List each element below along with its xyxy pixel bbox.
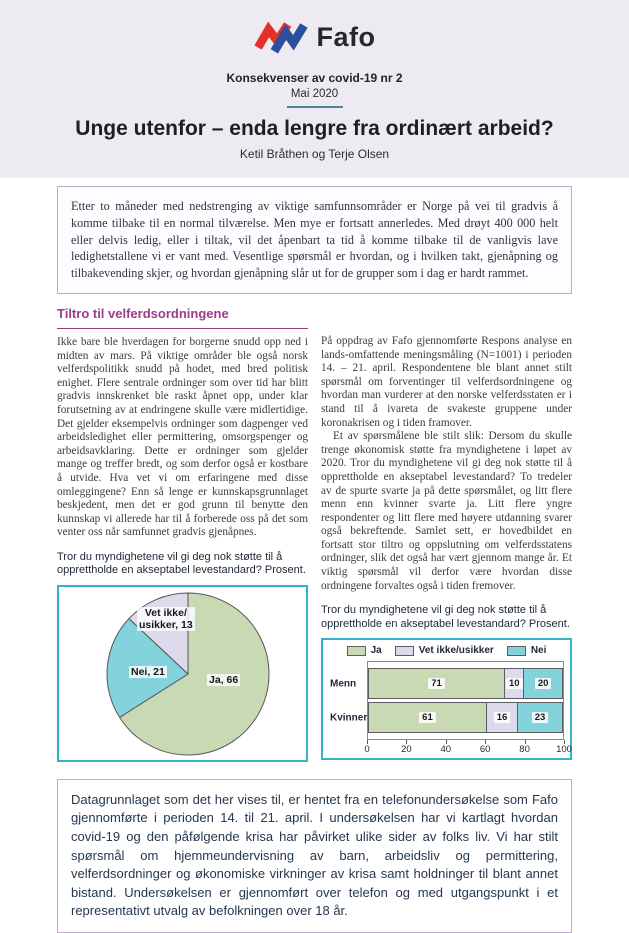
bar-chart-plot [330,661,564,740]
fafo-logo [0,15,629,59]
bar-segment-Ja [368,702,487,733]
bar-segment-Vet ikke/usikker [487,702,518,733]
intro-box [57,186,572,294]
bar-segment-Vet ikke/usikker [505,668,524,699]
bar-value-label: 71 [428,678,445,689]
bar-chart-x-axis [364,740,572,756]
left-paragraph: Ikke bare ble hverdagen for borgerne snudd opp ned i midten av mars. På viktige områder ble også norsk velferdspolitikk snudd på hodet, med bred politisk enighet. Flere sentrale ordninger som over tid har blitt gradvis innskrenket ble raskt åpnet opp, under klar forutsetning av at endringene skulle være midlertidige. Det gjelder eksempelvis ordninger som dagpenger ved arbeidsledighet eller permittering, omsorgspenger og arbeidsavklaring. Dette er ordninger som gjelder mange og treffer bredt, og som derfor også er kostbare å utvide. Hva vet vi om erfaringene med disse omleggingene? Enn så lenge er kunnskapsgrunnlaget beskjedent, men det er god grunn til benytte den kunnskap vi allerede har til å forberede oss på det som venter oss når samfunnet gradvis gjenåpnes. [57,335,308,539]
publication-date: Mai 2020 [290,88,339,100]
brand-name: Fafo [316,21,376,52]
legend-item-Vet ikke/usikker [395,645,494,656]
pie-chart [57,585,308,762]
series-title: Konsekvenser av covid-19 nr 2 [226,71,403,85]
bar-value-label: 20 [535,678,552,689]
bar-row-Kvinner [330,702,563,733]
category-label: Menn [330,678,357,690]
teal-rule [287,106,343,108]
legend-swatch [395,646,414,656]
bar-value-label: 23 [532,712,549,723]
legend-swatch [507,646,526,656]
bar-chart-area [330,661,572,756]
legend-label: Vet ikke/usikker [418,645,494,657]
bar-chart-legend [329,645,564,656]
section-heading: Tiltro til velferdsordningene [57,306,308,329]
authors: Ketil Bråthen og Terje Olsen [239,147,390,161]
intro-text: Etter to måneder med nedstrenging av viktige samfunnsområder er Norge på vei til gradvis å komme tilbake til en normal tilværelse. Men mye er fortsatt annerledes. Med drøyt 400 000 helt eller delvis ledig, eller i tiltak, vil det åpenbart ta tid å komme tilbake til de vanligvis lave ledighetstallene vi er vant med. Vesentlige spørsmål er hvordan, og i hvilken takt, gjenåpning og tilbakevending skjer, og hvordan gjenåpning slår ut for de grupper som i dag er hardt rammet. [71,199,558,281]
pie-label-Vet ikke/usikker: Vet ikke/ usikker, 13 [139,606,193,631]
bar-segment-Nei [518,702,563,733]
category-label: Kvinner [330,712,368,724]
right-paragraph-2: Et av spørsmålene ble stilt slik: Dersom du skulle trenge økonomisk støtte fra myndighetene i løpet av 2020. Tror du myndighetene vil gi deg nok støtte til å opprettholde en akseptabel levestandard? To tredeler av de spurte svarte ja på dette spørsmålet, og litt flere menn enn kvinner svarte ja. Litt flere yngre respondenter og litt flere med høyere utdanning svarer også bekreftende. Samlet sett, er hovedbildet en fortsatt stor tiltro og oppslutning om velferdsstatens ordninger, slik det også har vært gjennom mange år. Et viktig spørsmål vil derfor være hvordan disse ordningene forvaltes også i tiden fremover. [321,430,572,592]
page-content [0,186,629,933]
fafo-logo-icon [254,16,308,58]
bar-value-label: 16 [494,712,511,723]
legend-item-Ja [347,645,382,656]
legend-label: Ja [370,645,382,657]
pie-label-Nei: Nei, 21 [131,665,165,678]
axis-tick-label: 80 [519,744,530,756]
bar-segment-Ja [368,668,505,699]
legend-label: Nei [530,645,547,657]
axis-tick-label: 60 [479,744,491,756]
columns [57,306,572,762]
header-band [0,0,629,178]
legend-swatch [347,646,366,656]
bar-row-Menn [330,668,563,699]
legend-item-Nei [507,645,547,656]
bar-value-label: 61 [419,712,436,723]
axis-tick-label: 100 [556,744,572,756]
right-column [321,306,572,762]
pie-label-Ja: Ja, 66 [209,673,239,686]
axis-tick-label: 20 [401,744,412,756]
axis-tick-label: 0 [364,744,370,756]
left-column [57,306,308,762]
axis-tick-label: 40 [440,744,452,756]
document-title: Unge utenfor – enda lengre fra ordinært arbeid? [75,117,554,140]
bar-segment-Nei [524,668,563,699]
right-paragraph-1: På oppdrag av Fafo gjennomførte Respons analyse en lands-omfattende meningsmåling (N=1001) i perioden 14. – 21. april. Respondentene ble blant annet stilt spørsmål om forventinger til velferdsordningene og hvordan man vurderer at den norske velferdsstaten er i stand til å ivareta de svakeste gruppene under koronakrisen og i tiden framover. [321,334,572,429]
data-source-text: Datagrunnlaget som det her vises til, er hentet fra en telefonundersøkelse som Fafo gjennomførte i perioden 14. til 21. april. I undersøkelsen har vi kartlagt hvordan covid-19 og den påfølgende krisa har påvirket ulike sider av folks liv. Vi har stilt spørsmål om hjemmeundervisning av barn, arbeidsliv og permittering, velferdsordninger og økonomiske virkninger av krisa samt holdninger til blant annet bistand. Undersøkelsen er gjennomført over telefon og med utgangspunkt i et representativt utvalg av befolkningen over 18 år. [71,791,558,919]
bar-value-label: 10 [506,678,523,689]
pie-chart-caption: Tror du myndighetene vil gi deg nok støtte til å opprettholde en akseptabel levestandard? Prosent. [57,550,306,577]
bar-chart [321,638,572,760]
bar-chart-caption: Tror du myndighetene vil gi deg nok støtte til å opprettholde en akseptabel levestandard? Prosent. [321,604,570,630]
data-source-box [57,779,572,933]
